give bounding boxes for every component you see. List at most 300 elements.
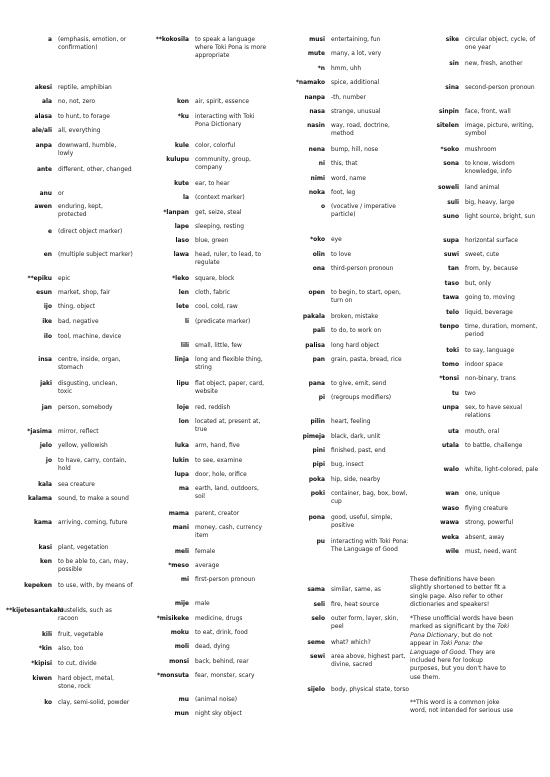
entry-word: seli bbox=[313, 602, 325, 608]
entry-word: mi bbox=[180, 577, 189, 583]
entry-definition: to cut, divide bbox=[58, 661, 97, 667]
entry-definition: second-person pronoun bbox=[465, 85, 535, 91]
entry-definition: color, colorful bbox=[195, 143, 236, 149]
entry-definition: red, reddish bbox=[195, 405, 231, 411]
entry-word: sina bbox=[445, 85, 459, 91]
dictionary-entry bbox=[410, 122, 546, 138]
entry-definition: to say, language bbox=[465, 348, 515, 354]
entry-definition: finished, past, end bbox=[331, 448, 386, 454]
entry-word: pali bbox=[312, 328, 325, 334]
dictionary-entry bbox=[6, 558, 133, 574]
dictionary-entry bbox=[279, 146, 409, 154]
entry-word: ko bbox=[44, 700, 52, 706]
entry-definition: way, road, doctrine, method bbox=[331, 123, 390, 137]
entry-word: meli bbox=[174, 549, 189, 555]
entry-definition: land animal bbox=[465, 185, 500, 191]
dictionary-entry bbox=[410, 199, 546, 207]
entry-word: olin bbox=[312, 252, 325, 258]
entry-word: supa bbox=[443, 238, 459, 244]
entry-word: ni bbox=[318, 161, 325, 167]
entry-definition: container, bag, box, bowl, cup bbox=[331, 491, 408, 505]
dictionary-entry bbox=[6, 289, 133, 297]
entry-word: nena bbox=[308, 147, 325, 153]
entry-word: palisa bbox=[305, 343, 325, 349]
dictionary-entry bbox=[410, 265, 546, 273]
entry-word: ona bbox=[312, 266, 325, 272]
dictionary-entry bbox=[140, 223, 270, 231]
entry-word: nanpa bbox=[304, 95, 325, 101]
dictionary-entry bbox=[279, 639, 409, 647]
dictionary-entry bbox=[140, 36, 270, 60]
dictionary-entry bbox=[410, 390, 546, 398]
dictionary-entry bbox=[6, 660, 133, 668]
entry-word: pu bbox=[316, 539, 325, 545]
entry-word: *jasima bbox=[27, 429, 52, 435]
note-line: *These unofficial words have been bbox=[410, 615, 514, 622]
entry-word: jelo bbox=[39, 443, 52, 449]
entry-word: sike bbox=[445, 37, 459, 43]
entry-definition: hmm, uhh bbox=[331, 66, 362, 72]
dictionary-entry bbox=[6, 699, 133, 707]
entry-definition: strong, powerful bbox=[465, 520, 514, 526]
entry-word: *kin bbox=[38, 646, 52, 652]
dictionary-entry bbox=[279, 65, 409, 73]
dictionary-entry bbox=[279, 380, 409, 388]
entry-definition: sea creature bbox=[58, 482, 95, 488]
entry-word: sona bbox=[443, 161, 459, 167]
dictionary-entry bbox=[140, 156, 270, 172]
entry-word: *misikeke bbox=[156, 616, 189, 622]
dictionary-entry bbox=[140, 457, 270, 465]
dictionary-entry bbox=[6, 544, 133, 552]
dictionary-entry bbox=[140, 658, 270, 666]
dictionary-entry bbox=[6, 607, 133, 623]
dictionary-entry bbox=[410, 309, 546, 317]
dictionary-entry bbox=[410, 519, 546, 527]
entry-word: nimi bbox=[310, 176, 325, 182]
dictionary-entry bbox=[410, 442, 546, 450]
dictionary-entry bbox=[410, 160, 546, 176]
dictionary-entry bbox=[140, 710, 270, 718]
entry-definition: to be able to, can, may, possible bbox=[58, 559, 129, 573]
dictionary-entry bbox=[140, 442, 270, 450]
entry-definition: plant, vegetation bbox=[58, 545, 109, 551]
entry-definition: tool, machine, device bbox=[58, 334, 122, 340]
entry-definition: black, dark, unlit bbox=[331, 434, 381, 440]
entry-word: *n bbox=[317, 66, 325, 72]
entry-word: *meso bbox=[168, 563, 189, 569]
entry-definition: body, physical state, torso bbox=[331, 687, 410, 693]
entry-word: walo bbox=[443, 467, 459, 473]
dictionary-entry bbox=[279, 686, 409, 694]
entry-definition: flying creature bbox=[465, 506, 508, 512]
dictionary-entry bbox=[140, 342, 270, 350]
entry-word: tan bbox=[448, 266, 459, 272]
entry-definition: (animal noise) bbox=[195, 697, 238, 703]
dictionary-entry bbox=[410, 184, 546, 192]
entry-word: toki bbox=[446, 348, 459, 354]
entry-word: moli bbox=[174, 644, 189, 650]
entry-word: unpa bbox=[442, 405, 459, 411]
entry-definition: get, seize, steal bbox=[195, 210, 242, 216]
entry-word: insa bbox=[38, 357, 52, 363]
entry-word: kiwen bbox=[32, 676, 52, 682]
entry-definition: to know, wisdom knowledge, info bbox=[465, 161, 515, 175]
entry-word: tenpo bbox=[439, 324, 459, 330]
entry-word: nasin bbox=[307, 123, 325, 129]
entry-definition: area above, highest part, divine, sacred bbox=[331, 654, 406, 668]
entry-word: mama bbox=[168, 511, 189, 517]
entry-word: suno bbox=[443, 214, 459, 220]
dictionary-entry bbox=[140, 524, 270, 540]
dictionary-entry bbox=[410, 534, 546, 542]
dictionary-entry bbox=[279, 265, 409, 273]
dictionary-entry bbox=[6, 442, 133, 450]
entry-word: suwi bbox=[443, 252, 459, 258]
entry-word: kala bbox=[38, 482, 52, 488]
entry-definition: (predicate marker) bbox=[195, 319, 251, 325]
entry-definition: interacting with Toki Pona: The Language of Good bbox=[331, 539, 409, 553]
note-line: slightly shortened to better fit a bbox=[410, 584, 506, 592]
dictionary-entry bbox=[410, 490, 546, 498]
note-line: included here for lookup bbox=[410, 657, 483, 665]
entry-definition: also, too bbox=[58, 646, 84, 652]
entry-word: akesi bbox=[34, 85, 52, 91]
entry-definition: this, that bbox=[331, 161, 358, 167]
entry-word: soweli bbox=[437, 185, 459, 191]
entry-word: ilo bbox=[43, 334, 52, 340]
dictionary-entry bbox=[6, 519, 133, 527]
entry-word: sama bbox=[307, 587, 325, 593]
entry-word: monsi bbox=[169, 659, 189, 665]
entry-word: jaki bbox=[40, 381, 52, 387]
entry-word: pi bbox=[318, 395, 325, 401]
dictionary-entry bbox=[279, 236, 409, 244]
dictionary-entry bbox=[279, 175, 409, 183]
entry-definition: centre, inside, organ, stomach bbox=[58, 357, 121, 371]
entry-word: jo bbox=[45, 458, 52, 464]
dictionary-entry bbox=[6, 190, 133, 198]
note-line: Language of Good. They are bbox=[410, 648, 496, 656]
dictionary-entry bbox=[410, 404, 546, 420]
dictionary-entry bbox=[279, 447, 409, 455]
entry-definition: to speak a language where Toki Pona is more appropriate bbox=[195, 37, 267, 59]
entry-word: sinpin bbox=[438, 109, 459, 115]
entry-definition: medicine, drugs bbox=[195, 616, 243, 622]
note-line: Pona Dictionary, but do not bbox=[410, 631, 493, 639]
dictionary-entry bbox=[279, 615, 409, 631]
dictionary-entry bbox=[410, 294, 546, 302]
entry-word: kute bbox=[174, 181, 189, 187]
entry-word: *tonsi bbox=[439, 376, 459, 382]
dictionary-entry bbox=[279, 160, 409, 168]
entry-word: mije bbox=[174, 601, 189, 607]
dictionary-entry bbox=[6, 303, 133, 311]
entry-definition: similar, same, as bbox=[331, 587, 381, 593]
dictionary-entry bbox=[6, 333, 133, 341]
dictionary-entry bbox=[410, 466, 546, 474]
entry-definition: circular object, cycle, of one year bbox=[465, 37, 536, 51]
entry-definition: horizontal surface bbox=[465, 238, 519, 244]
entry-word: mu bbox=[178, 697, 189, 703]
entry-word: *lanpan bbox=[163, 210, 189, 216]
dictionary-entry bbox=[140, 696, 270, 704]
dictionary-entry bbox=[410, 237, 546, 245]
entry-word: uta bbox=[448, 429, 459, 435]
entry-word: e bbox=[48, 229, 52, 235]
entry-definition: must, need, want bbox=[465, 549, 517, 555]
dictionary-entry bbox=[140, 209, 270, 217]
entry-definition: sweet, cute bbox=[465, 252, 500, 258]
dictionary-entry bbox=[410, 146, 546, 154]
dictionary-entry bbox=[279, 251, 409, 259]
dictionary-entry bbox=[140, 672, 270, 680]
entry-word: lape bbox=[174, 224, 189, 230]
dictionary-entry bbox=[279, 653, 409, 669]
dictionary-entry bbox=[140, 615, 270, 623]
dictionary-entry bbox=[140, 113, 270, 129]
entry-definition: cloth, fabric bbox=[195, 290, 230, 296]
entry-definition: grain, pasta, bread, rice bbox=[331, 357, 402, 363]
dictionary-entry bbox=[410, 251, 546, 259]
entry-definition: bump, hill, nose bbox=[331, 147, 379, 153]
entry-definition: hip, side, nearby bbox=[331, 477, 381, 483]
entry-definition: outer form, layer, skin, peel bbox=[331, 616, 399, 630]
dictionary-entry bbox=[410, 375, 546, 383]
entry-definition: entertaining, fun bbox=[331, 37, 381, 43]
entry-definition: disgusting, unclean, toxic bbox=[58, 381, 118, 395]
entry-word: lupa bbox=[174, 472, 189, 478]
dictionary-entry bbox=[140, 485, 270, 501]
entry-definition: money, cash, currency item bbox=[195, 525, 262, 539]
entry-definition: sex, to have sexual relations bbox=[465, 405, 522, 419]
entry-word: esun bbox=[36, 290, 52, 296]
entry-definition: fruit, vegetable bbox=[58, 632, 104, 638]
entry-word: taso bbox=[444, 281, 459, 287]
entry-word: a bbox=[48, 37, 52, 43]
dictionary-entry bbox=[279, 203, 409, 219]
entry-word: ken bbox=[40, 559, 52, 565]
entry-definition: (regroups modifiers) bbox=[331, 395, 392, 401]
note-definitions-shortened bbox=[410, 576, 546, 610]
entry-definition: different, other, changed bbox=[58, 167, 132, 173]
entry-word: alasa bbox=[34, 114, 52, 120]
entry-word: sitelen bbox=[436, 123, 459, 129]
entry-definition: third-person pronoun bbox=[331, 266, 394, 272]
dictionary-entry bbox=[140, 404, 270, 412]
entry-definition: but, only bbox=[465, 281, 491, 287]
dictionary-entry bbox=[140, 356, 270, 372]
entry-word: pimeja bbox=[302, 434, 325, 440]
entry-word: tu bbox=[451, 391, 459, 397]
dictionary-entry bbox=[279, 490, 409, 506]
dictionary-entry bbox=[6, 166, 133, 174]
entry-word: ala bbox=[42, 99, 52, 105]
entry-word: waso bbox=[442, 506, 459, 512]
entry-word: noka bbox=[308, 190, 325, 196]
dictionary-entry bbox=[279, 461, 409, 469]
entry-definition: parent, creator bbox=[195, 511, 240, 517]
entry-definition: long hard object bbox=[331, 343, 380, 349]
entry-word: utala bbox=[442, 443, 459, 449]
entry-definition: thing, object bbox=[58, 304, 96, 310]
dictionary-entry bbox=[279, 514, 409, 530]
entry-definition: white, light-colored, pale bbox=[465, 467, 539, 473]
entry-word: ijo bbox=[43, 304, 52, 310]
note-line: dictionaries and speakers! bbox=[410, 601, 490, 609]
entry-word: jan bbox=[41, 405, 52, 411]
entry-word: *monsuta bbox=[157, 673, 189, 679]
dictionary-entry bbox=[410, 361, 546, 369]
dictionary-entry bbox=[410, 323, 546, 339]
entry-definition: to see, examine bbox=[195, 458, 243, 464]
entry-word: awen bbox=[34, 204, 52, 210]
dictionary-entry bbox=[6, 318, 133, 326]
dictionary-entry bbox=[140, 548, 270, 556]
dictionary-entry bbox=[140, 471, 270, 479]
dictionary-entry bbox=[6, 98, 133, 106]
entry-word: pipi bbox=[312, 462, 325, 468]
dictionary-entry bbox=[6, 36, 133, 52]
entry-word: musi bbox=[309, 37, 325, 43]
entry-word: kasi bbox=[38, 545, 52, 551]
entry-definition: interacting with Toki Pona Dictionary bbox=[195, 114, 255, 128]
dictionary-entry bbox=[410, 213, 546, 221]
entry-word: lawa bbox=[173, 252, 189, 258]
entry-definition: (multiple subject marker) bbox=[58, 252, 133, 258]
dictionary-entry bbox=[410, 36, 546, 52]
entry-definition: foot, leg bbox=[331, 190, 356, 196]
entry-word: sijelo bbox=[307, 687, 325, 693]
entry-word: **kokosila bbox=[155, 37, 189, 43]
entry-word: kulupu bbox=[166, 157, 189, 163]
entry-word: kon bbox=[177, 99, 189, 105]
entry-definition: no, not, zero bbox=[58, 99, 96, 105]
dictionary-entry bbox=[410, 280, 546, 288]
entry-definition: to begin, to start, open, turn on bbox=[331, 290, 401, 304]
entry-word: tomo bbox=[441, 362, 459, 368]
entry-word: o bbox=[320, 204, 325, 210]
entry-definition: from, by, because bbox=[465, 266, 519, 272]
entry-word: seme bbox=[307, 640, 325, 646]
entry-word: li bbox=[184, 319, 189, 325]
dictionary-entry bbox=[410, 84, 546, 92]
entry-definition: (vocative / imperative particle) bbox=[331, 204, 396, 218]
note-line: use them. bbox=[410, 673, 441, 681]
entry-definition: big, heavy, large bbox=[465, 200, 515, 206]
entry-definition: two bbox=[465, 391, 476, 397]
entry-definition: hard object, metal, stone, rock bbox=[58, 676, 114, 690]
dictionary-entry bbox=[279, 189, 409, 197]
entry-definition: new, fresh, another bbox=[465, 61, 523, 67]
entry-word: selo bbox=[311, 616, 325, 622]
dictionary-entry bbox=[279, 356, 409, 364]
entry-definition: liquid, beverage bbox=[465, 310, 513, 316]
dictionary-entry bbox=[6, 457, 133, 473]
entry-word: *namako bbox=[295, 80, 325, 86]
entry-definition: to do, to work on bbox=[331, 328, 382, 334]
entry-definition: fire, heat source bbox=[331, 602, 380, 608]
note-line: word, not intended for serious use bbox=[410, 707, 514, 715]
entry-definition: (direct object marker) bbox=[58, 229, 123, 235]
dictionary-entry bbox=[410, 347, 546, 355]
entry-definition: enduring, kept, protected bbox=[58, 204, 103, 218]
dictionary-entry bbox=[140, 576, 270, 584]
dictionary-entry bbox=[410, 548, 546, 556]
dictionary-entry bbox=[279, 94, 409, 102]
entry-definition: face, front, wall bbox=[465, 109, 511, 115]
entry-definition: yellow, yellowish bbox=[58, 443, 108, 449]
entry-definition: earth, land, outdoors, soil bbox=[195, 486, 259, 500]
dictionary-entry bbox=[6, 142, 133, 158]
dictionary-entry bbox=[140, 251, 270, 267]
dictionary-entry bbox=[279, 538, 409, 554]
entry-word: laso bbox=[175, 238, 189, 244]
entry-word: kule bbox=[174, 143, 189, 149]
entry-word: mun bbox=[174, 711, 189, 717]
entry-definition: reptile, amphibian bbox=[58, 85, 112, 91]
entry-word: wan bbox=[445, 491, 459, 497]
entry-definition: what? which? bbox=[331, 640, 371, 646]
dictionary-entry bbox=[6, 631, 133, 639]
entry-definition: non-binary, trans bbox=[465, 376, 516, 382]
entry-definition: word, name bbox=[331, 176, 366, 182]
entry-definition: female bbox=[195, 549, 216, 555]
dictionary-entry bbox=[279, 108, 409, 116]
entry-definition: door, hole, orifice bbox=[195, 472, 247, 478]
entry-definition: mushroom bbox=[465, 147, 497, 153]
entry-definition: indoor space bbox=[465, 362, 503, 368]
entry-definition: cool, cold, raw bbox=[195, 304, 238, 310]
entry-word: poki bbox=[310, 491, 325, 497]
entry-definition: air, spirit, essence bbox=[195, 99, 249, 105]
note-joke-word bbox=[410, 699, 546, 716]
note-line: **This word is a common joke bbox=[410, 699, 500, 706]
entry-word: sin bbox=[449, 61, 459, 67]
dictionary-entry bbox=[6, 582, 133, 590]
entry-word: lete bbox=[176, 304, 189, 310]
entry-definition: bad, negative bbox=[58, 319, 99, 325]
dictionary-entry bbox=[140, 629, 270, 637]
dictionary-entry bbox=[140, 643, 270, 651]
dictionary-entry bbox=[140, 142, 270, 150]
entry-word: pakala bbox=[302, 314, 325, 320]
entry-word: pan bbox=[312, 357, 325, 363]
dictionary-entry bbox=[279, 586, 409, 594]
entry-definition: Mustelids, such as racoon bbox=[58, 608, 112, 622]
note-line: single page. Also refer to other bbox=[410, 592, 504, 600]
entry-definition: to battle, challenge bbox=[465, 443, 523, 449]
entry-definition: good, useful, simple, positive bbox=[331, 515, 393, 529]
entry-word: mani bbox=[172, 525, 189, 531]
entry-definition: (context marker) bbox=[195, 195, 245, 201]
entry-definition: time, duration, moment, period bbox=[465, 324, 538, 338]
entry-word: pini bbox=[312, 448, 325, 454]
entry-definition: -th, number bbox=[331, 95, 366, 101]
dictionary-entry bbox=[279, 50, 409, 58]
dictionary-entry bbox=[279, 433, 409, 441]
entry-definition: square, block bbox=[195, 276, 235, 282]
entry-word: tawa bbox=[442, 295, 459, 301]
entry-definition: head, ruler, to lead, to regulate bbox=[195, 252, 262, 266]
dictionary-entry bbox=[6, 113, 133, 121]
dictionary-entry bbox=[279, 36, 409, 44]
dictionary-entry bbox=[140, 180, 270, 188]
entry-word: pona bbox=[308, 515, 325, 521]
entry-word: wawa bbox=[440, 520, 459, 526]
entry-word: la bbox=[183, 195, 189, 201]
entry-definition: community, group, company bbox=[195, 157, 251, 171]
